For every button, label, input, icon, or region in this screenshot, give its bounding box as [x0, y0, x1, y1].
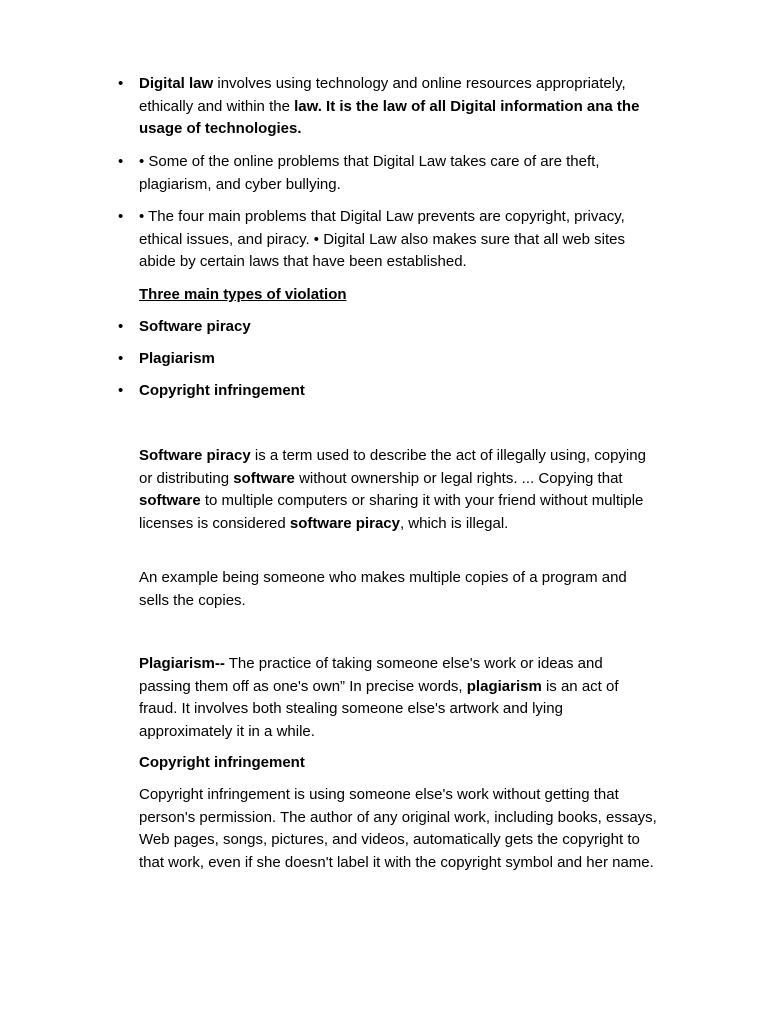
- bold-term: plagiarism: [466, 677, 542, 695]
- text-run: involves using technology and online resources appropriately, ethically and within the: [139, 75, 626, 115]
- text-run: is an act of fraud. It involves both stealing someone else's artwork and lying approximately it in a while.: [139, 677, 619, 740]
- bold-phrase: law. It is the law of all Digital information ana the usage of technologies.: [139, 97, 640, 137]
- copyright-heading: [139, 752, 658, 775]
- bold-term: Digital law: [139, 75, 214, 92]
- bold-term: Software piracy: [139, 447, 251, 464]
- bullet-marker: •: [118, 350, 124, 367]
- copyright-paragraph: Copyright infringement is using someone else's work without getting that person's permission. The author of any original work, including books, essays, Web pages, songs, pictures, and videos, automatically gets the copyright to that work, even if she doesn't label it with the copyright symbol and her name.: [139, 786, 657, 871]
- copyright-heading-text: Copyright infringement: [139, 754, 305, 771]
- bullet-marker: •: [118, 382, 124, 399]
- bullet-marker: •: [118, 208, 124, 225]
- text-run: The practice of taking someone else's work or ideas and passing them off as one's own” In precise words,: [139, 655, 603, 695]
- plagiarism-paragraph: [139, 653, 658, 743]
- software-piracy-paragraph: [139, 445, 658, 535]
- intro-bullet-2-text: • Some of the online problems that Digital Law takes care of are theft, plagiarism, and cyber bullying.: [139, 153, 600, 193]
- text-run: is a term used to describe the act of illegally using, copying or distributing: [139, 447, 646, 487]
- violations-heading-text: Three main types of violation: [139, 286, 347, 303]
- intro-bullet-3-text: • The four main problems that Digital Law prevents are copyright, privacy, ethical issues, and piracy. • Digital Law also makes sure that all web sites abide by certain laws that have been established.: [139, 208, 626, 270]
- text-run: to multiple computers or sharing it with your friend without multiple licenses is considered: [139, 492, 644, 532]
- violation-label: Copyright infringement: [139, 382, 305, 399]
- bold-term: software: [139, 492, 201, 509]
- software-piracy-example: An example being someone who makes multiple copies of a program and sells the copies.: [139, 569, 627, 609]
- violation-label: Software piracy: [139, 318, 251, 335]
- bold-term: Plagiarism--: [139, 655, 225, 672]
- bullet-marker: •: [118, 153, 124, 170]
- text-run: without ownership or legal rights. ... Copying that: [294, 469, 623, 487]
- bold-term: software piracy: [289, 514, 400, 532]
- bullet-marker: •: [118, 75, 124, 92]
- intro-bullet-1-text: [139, 73, 658, 141]
- bold-term: software: [233, 469, 295, 487]
- bullet-marker: •: [118, 318, 124, 335]
- violations-heading: [139, 284, 658, 307]
- text-run: , which is illegal.: [399, 514, 509, 532]
- violation-label: Plagiarism: [139, 350, 215, 367]
